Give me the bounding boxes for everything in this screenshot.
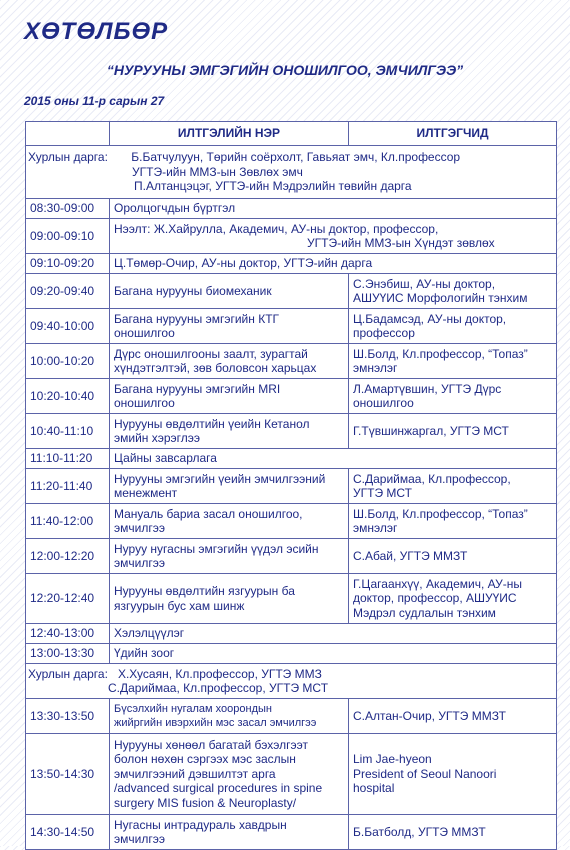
time-cell: 10:20-10:40	[26, 379, 110, 414]
table-row	[26, 539, 557, 574]
talk-title: Багана нурууны биомеханик	[110, 274, 349, 309]
title-line: оношилгоо	[114, 326, 175, 340]
speaker-cell	[349, 309, 557, 344]
time-cell: 08:30-09:00	[26, 199, 110, 219]
talk-title	[110, 699, 349, 734]
talk-title-column-header: ИЛТГЭЛИЙН НЭР	[110, 122, 349, 146]
program-table	[25, 121, 557, 850]
time-cell: 13:50-14:30	[26, 734, 110, 815]
title-line: менежмент	[114, 486, 178, 500]
speaker-cell	[349, 469, 557, 504]
time-cell: 10:00-10:20	[26, 344, 110, 379]
time-cell: 11:40-12:00	[26, 504, 110, 539]
speaker-cell: С.Алтан-Очир, УГТЭ ММЗТ	[349, 699, 557, 734]
chair-person-detail: УГТЭ-ийн ММЗ-ын Зөвлөх эмч	[132, 164, 303, 179]
speaker-line: АШУҮИС Морфологийн тэнхим	[353, 291, 528, 305]
speaker-line: С.Дариймаа, Кл.профессор,	[353, 471, 511, 486]
speaker-cell	[349, 734, 557, 815]
speaker-line: Л.Амартүвшин, УГТЭ Дүрс	[353, 381, 502, 396]
talk-title	[110, 734, 349, 815]
time-cell: 12:20-12:40	[26, 574, 110, 624]
title-line: Нурууны хөнөөл багатай бэхэлгээт	[114, 737, 308, 752]
time-cell: 09:40-10:00	[26, 309, 110, 344]
time-cell: 09:20-09:40	[26, 274, 110, 309]
conference-subtitle: “НУРУУНЫ ЭМГЭГИЙН ОНОШИЛГОО, ЭМЧИЛГЭЭ”	[106, 62, 464, 78]
table-row	[26, 379, 557, 414]
speaker-line: Г.Цагаанхүү, Академич, АУ-ны	[353, 576, 523, 591]
opening-speaker-detail: УГТЭ-ийн ММЗ-ын Хүндэт зөвлөх	[307, 236, 495, 250]
session-title: Оролцогчдын бүртгэл	[110, 199, 557, 219]
speaker-line: hospital	[353, 781, 395, 796]
chair-person: Б.Батчулуун, Төрийн соёрхолт, Гавьяат эмч, Кл.профессор	[131, 150, 461, 165]
title-line: эмчилгээ	[114, 556, 165, 570]
table-row	[26, 574, 557, 624]
speaker-cell: Б.Батболд, УГТЭ ММЗТ	[349, 815, 557, 850]
table-row	[26, 449, 557, 469]
table-row	[26, 199, 557, 219]
speaker-line: доктор, профессор, АШУҮИС	[353, 591, 517, 606]
speaker-cell: Г.Түвшинжаргал, УГТЭ МСТ	[349, 414, 557, 449]
speaker-line: Ц.Бадамсэд, АУ-ны доктор,	[353, 311, 507, 326]
table-row	[26, 219, 557, 254]
chair-person: Х.Хусаян, Кл.профессор, УГТЭ ММЗ	[117, 666, 322, 681]
title-line: Багана нурууны эмгэгийн MRI	[114, 381, 281, 396]
program-title: ХӨТӨЛБӨР	[24, 18, 169, 45]
title-line: язгуурын бус хам шинж	[114, 598, 245, 613]
speaker-line: Ш.Болд, Кл.профессор, “Топаз”	[353, 346, 528, 361]
table-header-row	[26, 122, 557, 146]
title-line: эмчилгээ	[114, 521, 165, 535]
table-row	[26, 274, 557, 309]
speaker-cell	[349, 504, 557, 539]
table-row	[26, 309, 557, 344]
title-line: Нурууны өвдөлтийн язгуурын ба	[114, 584, 295, 598]
talk-title	[110, 504, 349, 539]
speaker-column-header: ИЛТГЭГЧИД	[349, 122, 557, 146]
title-line: Мануаль бариа засал оношилгоо,	[114, 506, 303, 521]
chair-label: Хурлын дарга:	[28, 666, 108, 681]
table-row	[26, 254, 557, 274]
speaker-line: С.Энэбиш, АУ-ны доктор,	[353, 276, 496, 291]
speaker-line: Lim Jae-hyeon	[353, 752, 432, 767]
title-line: Дүрс оношилгооны заалт, зурагтай	[114, 346, 308, 361]
title-line: хүндэтгэлтэй, зөв боловсон харьцах	[114, 361, 317, 375]
time-cell: 11:20-11:40	[26, 469, 110, 504]
time-cell: 10:40-11:10	[26, 414, 110, 449]
title-line: болон нөхөн сэргээх мэс заслын	[114, 752, 296, 767]
title-line: оношилгоо	[114, 396, 175, 410]
session-title: Цайны завсарлага	[110, 449, 557, 469]
title-line: Нурууны эмгэгийн үеийн эмчилгээний	[114, 471, 326, 486]
opening-cell	[110, 219, 557, 254]
time-cell: 09:10-09:20	[26, 254, 110, 274]
speaker-line: эмнэлэг	[353, 361, 398, 375]
talk-title	[110, 379, 349, 414]
speaker-cell: С.Абай, УГТЭ ММЗТ	[349, 539, 557, 574]
title-line: жийргийн ивэрхийн мэс засал эмчилгээ	[114, 717, 317, 729]
talk-title	[110, 309, 349, 344]
title-line: surgery MIS fusion & Neuroplasty/	[114, 795, 297, 810]
time-cell: 09:00-09:10	[26, 219, 110, 254]
speaker-line: Ш.Болд, Кл.профессор, “Топаз”	[353, 506, 528, 521]
time-cell: 13:30-13:50	[26, 699, 110, 734]
table-row	[26, 699, 557, 734]
chair-person: П.Алтанцэцэг, УГТЭ-ийн Мэдрэлийн төвийн дарга	[134, 179, 412, 194]
speaker-line: President of Seoul Nanoori	[353, 766, 497, 781]
table-row	[26, 469, 557, 504]
title-line: Нурууны өвдөлтийн үеийн Кетанол	[114, 416, 310, 431]
speaker-cell	[349, 379, 557, 414]
chair-row-afternoon	[26, 664, 557, 699]
speaker-line: оношилгоо	[353, 396, 414, 410]
title-line: Бүсэлхийн нугалам хоорондын	[114, 702, 272, 715]
opening-speaker: Нээлт: Ж.Хайрулла, Академич, АУ-ны доктор, профессор,	[114, 221, 439, 236]
table-row	[26, 734, 557, 815]
speaker-cell	[349, 274, 557, 309]
title-line: /advanced surgical procedures in spine	[114, 781, 323, 796]
speaker-cell	[349, 574, 557, 624]
table-row	[26, 344, 557, 379]
conference-date: 2015 оны 11-р сарын 27	[24, 94, 165, 108]
title-line: Багана нурууны эмгэгийн КТГ	[114, 311, 280, 326]
time-cell: 11:10-11:20	[26, 449, 110, 469]
session-title: Үдийн зоог	[110, 644, 557, 664]
title-line: эмчилгээ	[114, 832, 165, 846]
talk-title	[110, 469, 349, 504]
time-cell: 12:40-13:00	[26, 624, 110, 644]
table-row	[26, 414, 557, 449]
speaker-line: УГТЭ МСТ	[353, 486, 413, 500]
chair-row-morning	[26, 146, 557, 199]
talk-title	[110, 815, 349, 850]
speaker-line: Мэдрэл судлалын тэнхим	[353, 605, 496, 620]
table-row	[26, 644, 557, 664]
chair-label: Хурлын дарга:	[28, 150, 108, 165]
time-column-header	[26, 122, 110, 146]
speaker-line: профессор	[353, 326, 415, 340]
table-row	[26, 815, 557, 850]
talk-title	[110, 414, 349, 449]
title-line: эмчилгээний дэвшилтэт арга	[114, 766, 276, 781]
session-title: Ц.Төмөр-Очир, АУ-ны доктор, УГТЭ-ийн дарга	[110, 254, 557, 274]
table-row	[26, 624, 557, 644]
time-cell: 12:00-12:20	[26, 539, 110, 574]
speaker-cell	[349, 344, 557, 379]
time-cell: 13:00-13:30	[26, 644, 110, 664]
session-title: Хэлэлцүүлэг	[110, 624, 557, 644]
speaker-line: эмнэлэг	[353, 521, 398, 535]
talk-title	[110, 539, 349, 574]
table-row	[26, 504, 557, 539]
title-line: эмийн хэрэглээ	[114, 431, 201, 445]
talk-title	[110, 574, 349, 624]
time-cell: 14:30-14:50	[26, 815, 110, 850]
talk-title	[110, 344, 349, 379]
title-line: Нугасны интрадураль хавдрын	[114, 817, 287, 832]
chair-person: С.Дариймаа, Кл.профессор, УГТЭ МСТ	[108, 681, 329, 695]
title-line: Нуруу нугасны эмгэгийн үүдэл эсийн	[114, 541, 319, 556]
